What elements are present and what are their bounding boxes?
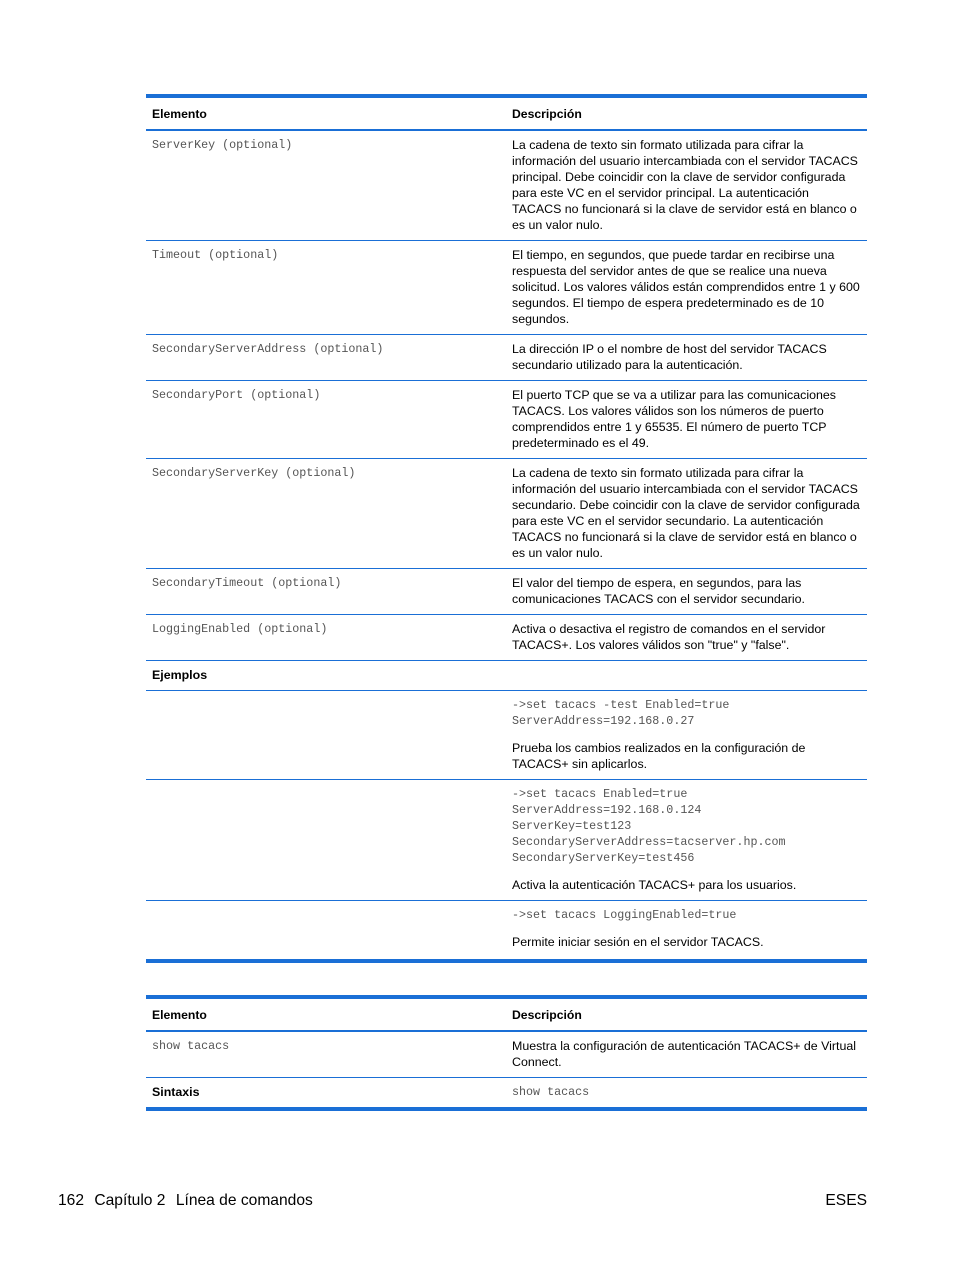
examples-heading-row: [146, 661, 867, 691]
description-cell: El puerto TCP que se va a utilizar para las comunicaciones TACACS. Los valores válidos son los números de puerto comprendidos entre 1 y 65535. El número de puerto TCP predeterminado es el 49.: [506, 381, 867, 459]
example-row: [146, 691, 867, 780]
table-row: [146, 569, 867, 615]
example-row: [146, 780, 867, 901]
example-description: Activa la autenticación TACACS+ para los usuarios.: [512, 878, 797, 892]
table-row: [146, 130, 867, 241]
element-cell: Timeout (optional): [146, 241, 506, 335]
description-cell: El tiempo, en segundos, que puede tardar en recibirse una respuesta del servidor antes de que se realice una nueva solicitud. Los valores válidos están comprendidos entre 1 y 600 segundos. El tiempo de espera predeterminado es de 10 segundos.: [506, 241, 867, 335]
description-cell: El valor del tiempo de espera, en segundos, para las comunicaciones TACACS con el servidor secundario.: [506, 569, 867, 615]
header-elemento: Elemento: [146, 96, 506, 130]
table-row: [146, 335, 867, 381]
table-row: [146, 241, 867, 335]
page-footer: [58, 1192, 319, 1210]
syntax-row: [146, 1078, 867, 1110]
example-code-line: ServerAddress=192.168.0.27: [512, 714, 695, 728]
element-cell: SecondaryPort (optional): [146, 381, 506, 459]
header-elemento: Elemento: [146, 997, 506, 1031]
examples-label: Ejemplos: [146, 661, 506, 691]
example-code-line: ->set tacacs -test Enabled=true: [512, 698, 730, 712]
empty-cell: [506, 661, 867, 691]
parameters-table: [146, 94, 867, 963]
table-row: [146, 615, 867, 661]
chapter-title: Línea de comandos: [175, 1192, 313, 1209]
syntax-label: Sintaxis: [146, 1078, 506, 1110]
footer-locale: ESES: [825, 1192, 867, 1209]
example-code-line: ServerKey=test123: [512, 819, 632, 833]
header-descripcion: Descripción: [506, 997, 867, 1031]
description-cell: La cadena de texto sin formato utilizada para cifrar la información del usuario intercambiada con el servidor TACACS secundario. Debe coincidir con la clave de servidor configurada para este VC en el servidor secundario. La autenticación TACACS no funcionará si la clave de servidor está en blanco o es un valor nulo.: [506, 459, 867, 569]
table-row: [146, 459, 867, 569]
example-cell: [506, 901, 867, 962]
empty-cell: [146, 691, 506, 780]
table-header-row: [146, 96, 867, 130]
example-description: Permite iniciar sesión en el servidor TACACS.: [512, 935, 764, 949]
chapter-label: Capítulo 2: [94, 1192, 166, 1209]
description-cell: La cadena de texto sin formato utilizada para cifrar la información del usuario intercambiada con el servidor TACACS principal. Debe coincidir con la clave de servidor configurada para este VC en el servidor principal. La autenticación TACACS no funcionará si la clave de servidor está en blanco o es un valor nulo.: [506, 130, 867, 241]
example-row: [146, 901, 867, 962]
header-descripcion: Descripción: [506, 96, 867, 130]
example-cell: [506, 780, 867, 901]
table-header-row: [146, 997, 867, 1031]
example-code-line: SecondaryServerAddress=tacserver.hp.com: [512, 835, 786, 849]
element-cell: LoggingEnabled (optional): [146, 615, 506, 661]
empty-cell: [146, 901, 506, 962]
example-code-line: SecondaryServerKey=test456: [512, 851, 695, 865]
table-row: [146, 1031, 867, 1078]
example-code-line: ->set tacacs LoggingEnabled=true: [512, 908, 737, 922]
element-cell: SecondaryTimeout (optional): [146, 569, 506, 615]
example-code-line: ->set tacacs Enabled=true: [512, 787, 688, 801]
empty-cell: [146, 780, 506, 901]
example-code-line: ServerAddress=192.168.0.124: [512, 803, 702, 817]
table-row: [146, 381, 867, 459]
element-cell: SecondaryServerKey (optional): [146, 459, 506, 569]
element-cell: ServerKey (optional): [146, 130, 506, 241]
syntax-value: show tacacs: [506, 1078, 867, 1110]
example-description: Prueba los cambios realizados en la configuración de TACACS+ sin aplicarlos.: [512, 741, 806, 771]
description-cell: Muestra la configuración de autenticación TACACS+ de Virtual Connect.: [506, 1031, 867, 1078]
example-cell: [506, 691, 867, 780]
description-cell: Activa o desactiva el registro de comandos en el servidor TACACS+. Los valores válidos son "true" y "false".: [506, 615, 867, 661]
element-cell: SecondaryServerAddress (optional): [146, 335, 506, 381]
page-number: 162: [58, 1192, 85, 1209]
description-cell: La dirección IP o el nombre de host del servidor TACACS secundario utilizado para la autenticación.: [506, 335, 867, 381]
element-cell: show tacacs: [146, 1031, 506, 1078]
show-tacacs-table: [146, 995, 867, 1111]
